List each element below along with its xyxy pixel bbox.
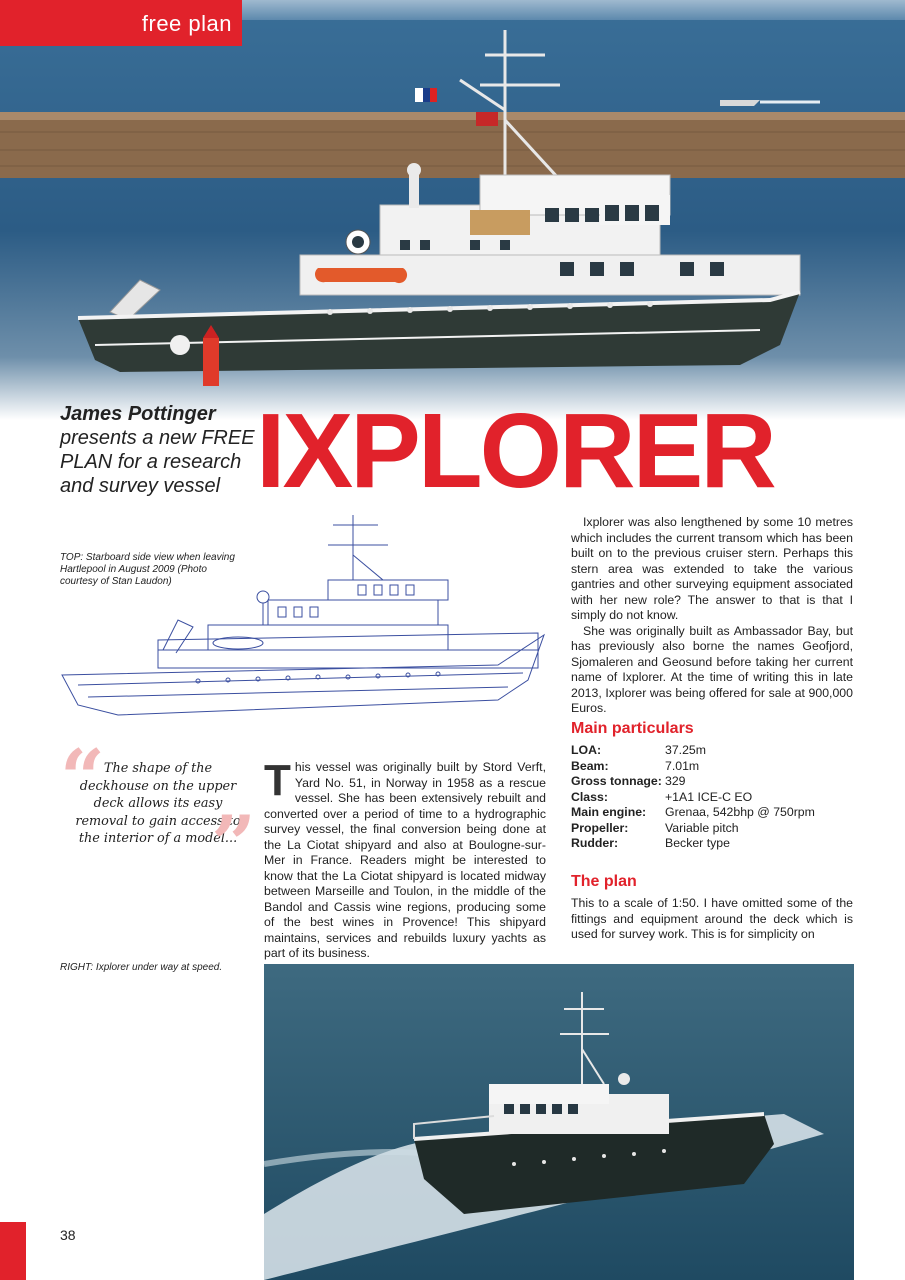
particulars-value: +1A1 ICE-C EO — [665, 789, 753, 804]
body-column-middle — [264, 756, 546, 962]
plan-heading: The plan — [571, 873, 637, 890]
bottom-photo — [264, 964, 854, 1280]
particulars-value: Variable pitch — [665, 820, 739, 835]
particulars-label: Beam: — [571, 758, 609, 773]
caption-top-photo: TOP: Starboard side view when leaving Hartlepool in August 2009 (Photo courtesy of Stan Laudon) — [60, 552, 235, 587]
particulars-value: Becker type — [665, 836, 730, 850]
particulars-row — [571, 774, 853, 790]
particulars-value: 37.25m — [665, 743, 707, 757]
page-number-bar — [0, 1222, 26, 1280]
pull-quote-text: The shape of the deckhouse on the upper deck allows its easy removal to gain access to the interior of a model... — [75, 761, 241, 846]
particulars-label: LOA: — [571, 743, 602, 757]
ship-photo-starboard — [0, 0, 905, 420]
paragraph-plan: This to a scale of 1:50. I have omitted some of the fittings and equipment around the deck which is used for survey work. This is for simplicity on — [571, 896, 853, 941]
particulars-row — [571, 759, 853, 775]
body-column-right-bottom — [571, 896, 853, 943]
page-number: 38 — [60, 1227, 76, 1243]
particulars-label: Main engine: — [571, 805, 647, 819]
particulars-row — [571, 743, 853, 759]
particulars-label: Rudder: — [571, 836, 619, 850]
particulars-value: Grenaa, 542bhp @ 750rpm — [665, 805, 815, 819]
paragraph-names: She was originally built as Ambassador Bay, but has previously also borne the names Geofjord, Sjomaleren and Geosund before taking her current name of Ixplorer. At the time of writing this in late 2013, Ixplorer was being offered for sale at 900,000 Euros. — [571, 623, 853, 715]
particulars-row — [571, 790, 853, 806]
quote-close-icon: ” — [211, 799, 256, 890]
body-column-right-top — [571, 515, 853, 717]
particulars-value: 329 — [665, 774, 686, 788]
harbour-wall — [0, 112, 905, 178]
drop-cap: T — [264, 756, 291, 805]
section-tag — [0, 0, 242, 46]
author-name: James Pottinger — [60, 403, 216, 425]
pull-quote — [60, 733, 256, 890]
caption-bottom-photo: RIGHT: Ixplorer under way at speed. — [60, 962, 223, 973]
particulars-label: Class: — [571, 789, 608, 804]
main-particulars-table — [571, 743, 853, 852]
particulars-row — [571, 805, 853, 821]
page-title: IXPLORER — [256, 392, 774, 510]
particulars-row — [571, 821, 853, 837]
main-particulars-heading: Main particulars — [571, 720, 694, 737]
paragraph-lengthened: Ixplorer was also lengthened by some 10 metres which includes the current transom which has been built on to the previous cruiser stern. Perhaps this stern area was extended to take the various gantries and other surveying equipment associated with her new role? The answer to that is that I simply do not know. — [571, 515, 853, 622]
ship-photo-underway — [264, 964, 854, 1280]
byline — [60, 402, 260, 498]
byline-deck: presents a new FREE PLAN for a research and survey vessel — [60, 427, 255, 497]
paragraph-intro: his vessel was originally built by Stord Verft, Yard No. 51, in Norway in 1958 as a rescue vessel. She has been extensively rebuilt and converted over a period of time to a hydrographic survey vessel, the final conversion being done at the La Ciotat shipyard and also at Boulogne-sur-Mer in France. Readers might be interested to know that the La Ciotat shipyard is located midway between Marseille and Toulon, in the middle of the Bandol and Cassis wine regions, producing some of the best wines in Provence! This shipyard maintains, services and rebuilds luxury yachts as part of its business. — [264, 760, 546, 960]
particulars-value: 7.01m — [665, 758, 700, 773]
quote-open-icon: “ — [60, 733, 105, 824]
hero-photo — [0, 0, 905, 420]
particulars-label: Gross tonnage: — [571, 774, 662, 788]
particulars-row — [571, 836, 853, 852]
section-tag-label: free plan — [141, 11, 232, 36]
particulars-label: Propeller: — [571, 820, 629, 835]
ship-line-drawing — [58, 505, 556, 720]
